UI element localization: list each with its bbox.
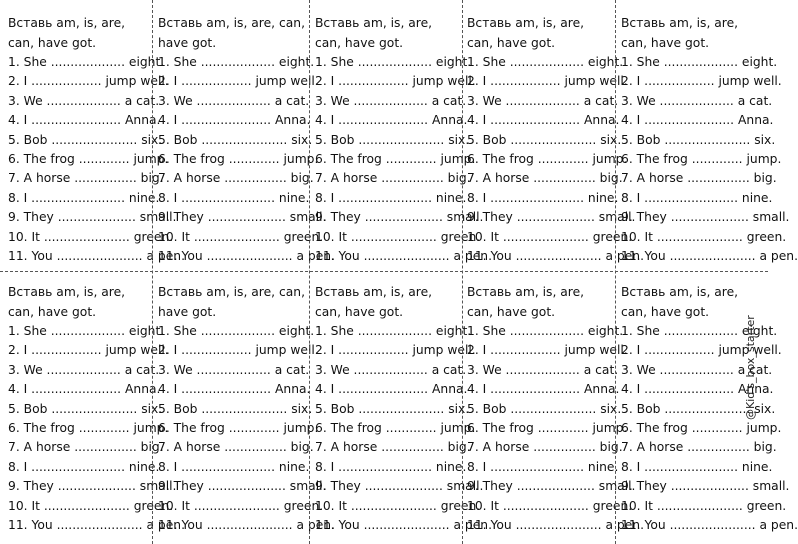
exercise-list xyxy=(8,53,185,266)
instruction: Вставь am, is, are, can, have got. xyxy=(315,285,433,319)
exercise-item: 7. A horse ................ big. xyxy=(621,440,777,455)
exercise-item: 4. I ....................... Anna. xyxy=(315,113,468,128)
exercise-item: 9. They .................... small. xyxy=(467,479,636,494)
exercise-item: 6. The frog ............. jump. xyxy=(8,421,169,436)
exercise-item: 3. We ................... a cat. xyxy=(467,93,619,108)
exercise-item: 5. Bob ...................... six. xyxy=(467,401,622,416)
exercise-item: 2. I .................. jump well. xyxy=(467,74,628,89)
exercise-item: 7. A horse ................ big. xyxy=(8,440,164,455)
exercise-item: 9. They .................... small. xyxy=(8,479,177,494)
exercise-list xyxy=(621,53,798,266)
exercise-item: 2. I .................. jump well. xyxy=(621,343,782,358)
exercise-item: 3. We ................... a cat. xyxy=(621,93,773,108)
exercise-list xyxy=(315,322,492,535)
exercise-item: 8. I ........................ nine. xyxy=(8,459,160,474)
exercise-item: 7. A horse ................ big. xyxy=(8,171,164,186)
exercise-item: 3. We ................... a cat. xyxy=(315,362,467,377)
exercise-item: 6. The frog ............. jump. xyxy=(621,152,782,167)
exercise-item: 10. It ...................... green. xyxy=(467,229,633,244)
exercise-item: 1. She ................... eight. xyxy=(158,55,315,69)
instruction: Вставь am, is, are, can, have got. xyxy=(467,285,585,319)
exercise-item: 7. A horse ................ big. xyxy=(621,171,777,186)
exercise-item: 3. We ................... a cat. xyxy=(621,362,773,377)
exercise-item: 6. The frog ............. jump. xyxy=(315,152,476,167)
exercise-item: 7. A horse ................ big. xyxy=(315,171,471,186)
exercise-item: 1. She ................... eight. xyxy=(621,55,778,69)
exercise-item: 11. You ...................... a pen. xyxy=(467,249,644,264)
exercise-item: 5. Bob ...................... six. xyxy=(315,132,470,147)
exercise-list xyxy=(467,322,644,535)
exercise-item: 5. Bob ...................... six. xyxy=(8,401,163,416)
exercise-item: 6. The frog ............. jump. xyxy=(621,421,782,436)
exercise-item: 8. I ........................ nine. xyxy=(315,190,467,205)
exercise-item: 9. They .................... small. xyxy=(621,210,790,225)
exercise-item: 1. She ................... eight. xyxy=(315,324,472,338)
cut-line-vertical xyxy=(309,0,310,544)
exercise-item: 8. I ........................ nine. xyxy=(158,459,310,474)
exercise-item: 11. You ...................... a pen. xyxy=(8,518,185,533)
exercise-item: 10. It ...................... green. xyxy=(315,498,481,513)
exercise-list xyxy=(315,53,492,266)
exercise-item: 3. We ................... a cat. xyxy=(467,362,619,377)
exercise-item: 3. We ................... a cat. xyxy=(8,362,160,377)
instruction: Вставь am, is, are, can, have got. xyxy=(621,16,739,50)
exercise-item: 2. I .................. jump well. xyxy=(8,343,169,358)
exercise-item: 9. They .................... small. xyxy=(158,479,327,494)
exercise-item: 7. A horse ................ big. xyxy=(467,171,623,186)
exercise-item: 5. Bob ...................... six. xyxy=(8,132,163,147)
instruction: Вставь am, is, are, can, have got. xyxy=(467,16,585,50)
exercise-list xyxy=(467,53,644,266)
exercise-item: 1. She ................... eight. xyxy=(315,55,472,69)
exercise-item: 8. I ........................ nine. xyxy=(467,459,619,474)
exercise-item: 5. Bob ...................... six. xyxy=(158,132,313,147)
exercise-item: 8. I ........................ nine. xyxy=(467,190,619,205)
exercise-item: 2. I .................. jump well. xyxy=(158,343,319,358)
exercise-item: 4. I ....................... Anna. xyxy=(315,382,468,397)
exercise-item: 3. We ................... a cat. xyxy=(158,362,310,377)
exercise-item: 6. The frog ............. jump. xyxy=(158,421,319,436)
instruction: Вставь am, is, are, can, have got. xyxy=(8,285,126,319)
exercise-card xyxy=(615,0,798,271)
exercise-item: 10. It ...................... green. xyxy=(158,498,324,513)
exercise-item: 11. You ...................... a pen. xyxy=(158,518,335,533)
exercise-item: 2. I .................. jump well. xyxy=(158,74,319,89)
exercise-item: 3. We ................... a cat. xyxy=(8,93,160,108)
exercise-item: 1. She ................... eight. xyxy=(467,55,624,69)
exercise-card xyxy=(462,0,644,271)
exercise-item: 6. The frog ............. jump. xyxy=(8,152,169,167)
exercise-list xyxy=(158,53,335,266)
exercise-item: 9. They .................... small. xyxy=(315,210,484,225)
watermark xyxy=(740,300,764,420)
exercise-item: 10. It ...................... green. xyxy=(621,498,787,513)
exercise-item: 11. You ...................... a pen. xyxy=(621,249,798,264)
exercise-item: 6. The frog ............. jump. xyxy=(158,152,319,167)
exercise-item: 8. I ........................ nine. xyxy=(621,190,773,205)
exercise-list xyxy=(158,322,335,535)
exercise-item: 10. It ...................... green. xyxy=(8,498,174,513)
exercise-list xyxy=(8,322,185,535)
exercise-item: 11. You ...................... a pen. xyxy=(467,518,644,533)
exercise-item: 11. You ...................... a pen. xyxy=(315,518,492,533)
exercise-item: 2. I .................. jump well. xyxy=(315,343,476,358)
cut-line-vertical xyxy=(462,0,463,544)
exercise-item: 2. I .................. jump well. xyxy=(467,343,628,358)
instruction: Вставь am, is, are, can, have got. xyxy=(315,16,433,50)
exercise-item: 4. I ....................... Anna. xyxy=(158,113,311,128)
exercise-item: 5. Bob ...................... six. xyxy=(158,401,313,416)
cut-line-vertical xyxy=(152,0,153,544)
exercise-item: 2. I .................. jump well. xyxy=(621,74,782,89)
exercise-item: 10. It ...................... green. xyxy=(621,229,787,244)
exercise-item: 5. Bob ...................... six. xyxy=(467,132,622,147)
exercise-item: 3. We ................... a cat. xyxy=(315,93,467,108)
exercise-card xyxy=(309,271,492,544)
exercise-card xyxy=(0,271,185,544)
exercise-item: 10. It ...................... green. xyxy=(158,229,324,244)
exercise-item: 8. I ........................ nine. xyxy=(158,190,310,205)
exercise-item: 1. She ................... eight. xyxy=(621,324,778,338)
exercise-item: 1. She ................... eight. xyxy=(8,324,165,338)
exercise-item: 9. They .................... small. xyxy=(315,479,484,494)
exercise-item: 5. Bob ...................... six. xyxy=(621,401,776,416)
exercise-item: 7. A horse ................ big. xyxy=(158,171,314,186)
instruction: Вставь am, is, are, can, have got. xyxy=(8,16,126,50)
exercise-item: 2. I .................. jump well. xyxy=(315,74,476,89)
cut-line-horizontal xyxy=(0,271,768,272)
exercise-item: 1. She ................... eight. xyxy=(8,55,165,69)
exercise-item: 4. I ....................... Anna. xyxy=(467,113,620,128)
exercise-item: 9. They .................... small. xyxy=(8,210,177,225)
exercise-item: 8. I ........................ nine. xyxy=(621,459,773,474)
exercise-item: 11. You ...................... a pen. xyxy=(8,249,185,264)
exercise-item: 7. A horse ................ big. xyxy=(315,440,471,455)
exercise-item: 11. You ...................... a pen. xyxy=(158,249,335,264)
exercise-item: 5. Bob ...................... six. xyxy=(621,132,776,147)
exercise-item: 4. I ....................... Anna. xyxy=(8,113,161,128)
exercise-item: 3. We ................... a cat. xyxy=(158,93,310,108)
exercise-card xyxy=(152,0,335,271)
exercise-item: 9. They .................... small. xyxy=(621,479,790,494)
exercise-item: 10. It ...................... green. xyxy=(315,229,481,244)
exercise-item: 2. I .................. jump well. xyxy=(8,74,169,89)
exercise-item: 9. They .................... small. xyxy=(158,210,327,225)
exercise-item: 6. The frog ............. jump. xyxy=(315,421,476,436)
exercise-item: 4. I ....................... Anna. xyxy=(8,382,161,397)
exercise-item: 4. I ....................... Anna. xyxy=(467,382,620,397)
exercise-item: 10. It ...................... green. xyxy=(8,229,174,244)
exercise-item: 7. A horse ................ big. xyxy=(467,440,623,455)
exercise-item: 1. She ................... eight. xyxy=(158,324,315,338)
cut-line-vertical xyxy=(615,0,616,544)
instruction: Вставь am, is, are, can, have got. xyxy=(158,285,305,319)
watermark-text: @Kid's_box_starter xyxy=(744,315,757,420)
exercise-item: 4. I ....................... Anna. xyxy=(621,113,774,128)
exercise-item: 6. The frog ............. jump. xyxy=(467,421,628,436)
exercise-item: 8. I ........................ nine. xyxy=(8,190,160,205)
exercise-card xyxy=(152,271,335,544)
exercise-item: 4. I ....................... Anna. xyxy=(621,382,774,397)
exercise-item: 11. You ...................... a pen. xyxy=(621,518,798,533)
instruction: Вставь am, is, are, can, have got. xyxy=(621,285,739,319)
exercise-item: 1. She ................... eight. xyxy=(467,324,624,338)
exercise-item: 10. It ...................... green. xyxy=(467,498,633,513)
exercise-item: 7. A horse ................ big. xyxy=(158,440,314,455)
exercise-card xyxy=(309,0,492,271)
exercise-item: 5. Bob ...................... six. xyxy=(315,401,470,416)
exercise-item: 4. I ....................... Anna. xyxy=(158,382,311,397)
exercise-card xyxy=(0,0,185,271)
instruction: Вставь am, is, are, can, have got. xyxy=(158,16,305,50)
exercise-item: 11. You ...................... a pen. xyxy=(315,249,492,264)
exercise-item: 9. They .................... small. xyxy=(467,210,636,225)
exercise-card xyxy=(462,271,644,544)
exercise-item: 8. I ........................ nine. xyxy=(315,459,467,474)
exercise-item: 6. The frog ............. jump. xyxy=(467,152,628,167)
